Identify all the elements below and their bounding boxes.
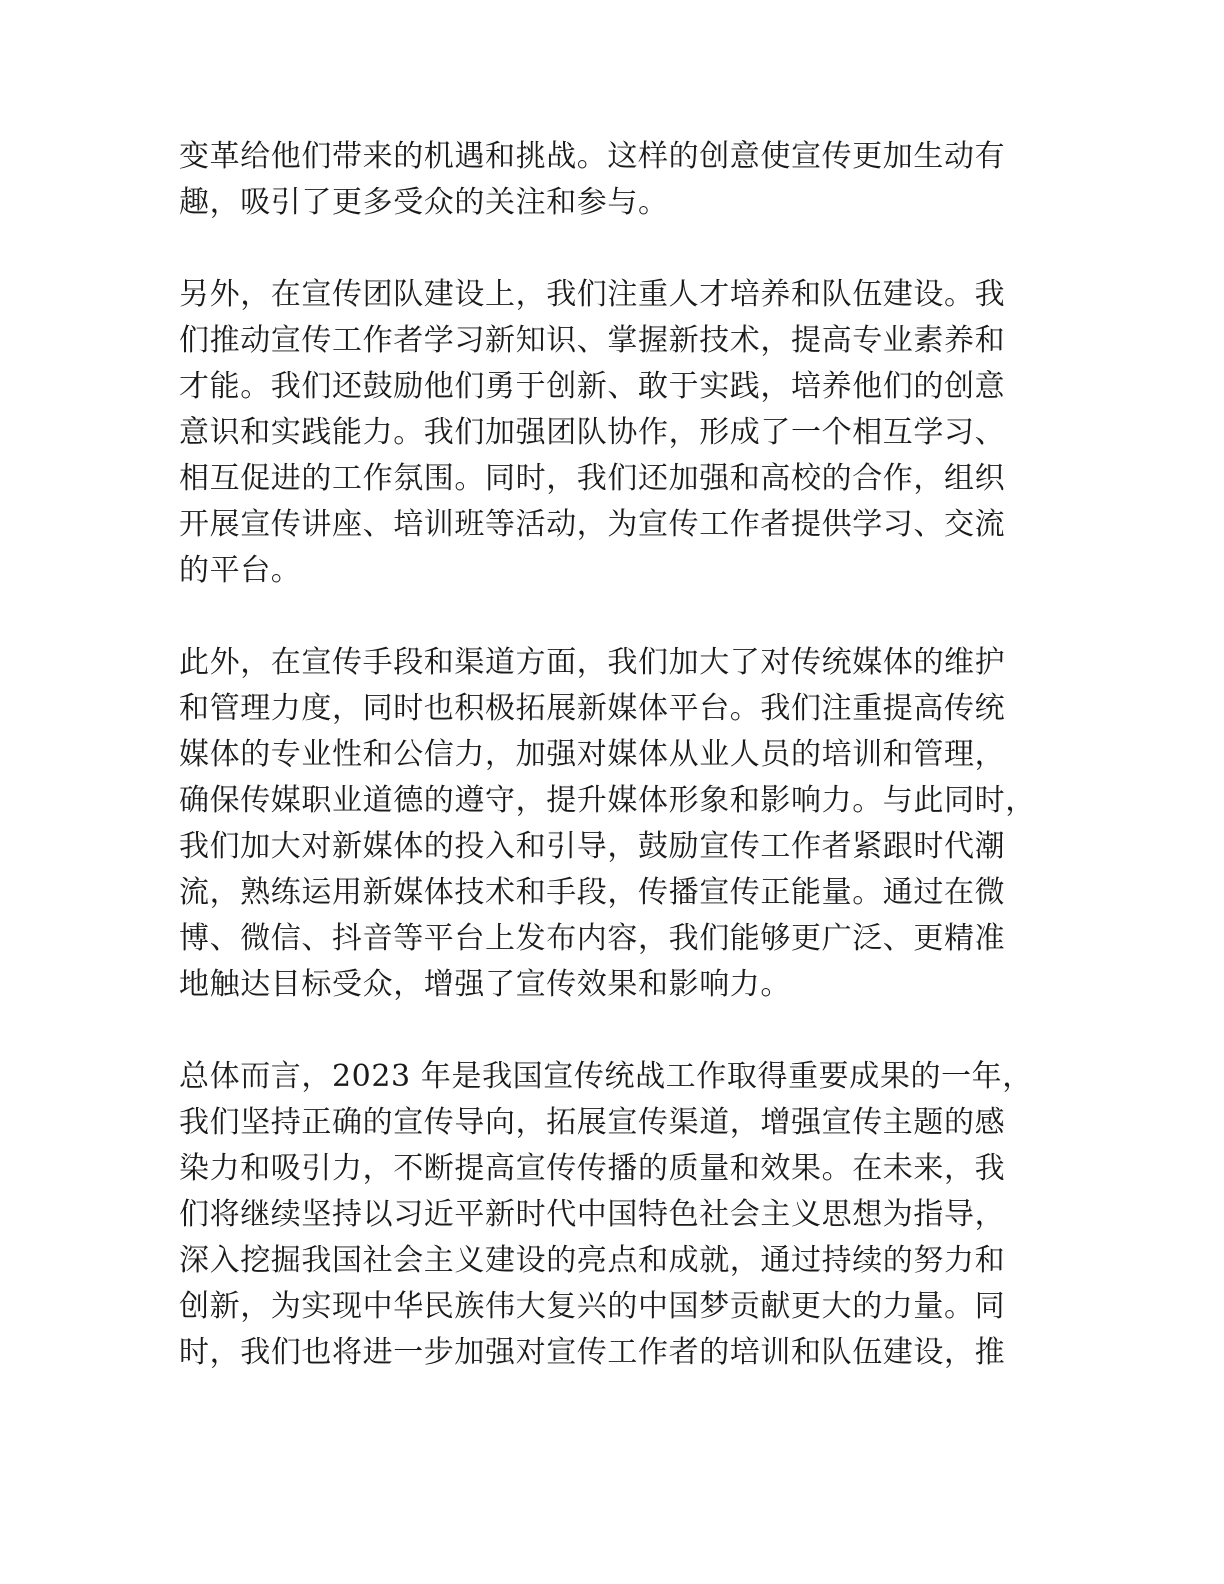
text-line: 博、微信、抖音等平台上发布内容，我们能够更广泛、更精准 — [179, 921, 1006, 956]
paragraph-creative-publicity-end — [179, 134, 1059, 226]
text-line: 的平台。 — [179, 553, 302, 588]
paragraph-summary-2023 — [179, 1054, 1059, 1376]
text-line: 和管理力度，同时也积极拓展新媒体平台。我们注重提高传统 — [179, 691, 1006, 726]
text-line: 我们加大对新媒体的投入和引导，鼓励宣传工作者紧跟时代潮 — [179, 829, 1006, 864]
text-line: 流，熟练运用新媒体技术和手段，传播宣传正能量。通过在微 — [179, 875, 1006, 910]
text-line: 确保传媒职业道德的遵守，提升媒体形象和影响力。与此同时， — [179, 783, 1036, 818]
text-line: 趣，吸引了更多受众的关注和参与。 — [179, 185, 669, 220]
text-line: 们推动宣传工作者学习新知识、掌握新技术，提高专业素养和 — [179, 323, 1006, 358]
text-line: 另外，在宣传团队建设上，我们注重人才培养和队伍建设。我 — [179, 277, 1006, 312]
document-body — [179, 134, 1059, 1422]
text-line: 媒体的专业性和公信力，加强对媒体从业人员的培训和管理， — [179, 737, 1006, 772]
text-line: 才能。我们还鼓励他们勇于创新、敢于实践，培养他们的创意 — [179, 369, 1006, 404]
text-line: 深入挖掘我国社会主义建设的亮点和成就，通过持续的努力和 — [179, 1243, 1006, 1278]
text-line: 染力和吸引力，不断提高宣传传播的质量和效果。在未来，我 — [179, 1151, 1006, 1186]
text-line: 我们坚持正确的宣传导向，拓展宣传渠道，增强宣传主题的感 — [179, 1105, 1006, 1140]
paragraph-media-channels — [179, 640, 1059, 1008]
text-line: 相互促进的工作氛围。同时，我们还加强和高校的合作，组织 — [179, 461, 1006, 496]
text-line: 时，我们也将进一步加强对宣传工作者的培训和队伍建设，推 — [179, 1335, 1006, 1370]
text-line: 此外，在宣传手段和渠道方面，我们加大了对传统媒体的维护 — [179, 645, 1006, 680]
text-line: 总体而言，2023 年是我国宣传统战工作取得重要成果的一年， — [179, 1059, 1033, 1094]
text-line: 意识和实践能力。我们加强团队协作，形成了一个相互学习、 — [179, 415, 1006, 450]
text-line: 开展宣传讲座、培训班等活动，为宣传工作者提供学习、交流 — [179, 507, 1006, 542]
text-line: 创新，为实现中华民族伟大复兴的中国梦贡献更大的力量。同 — [179, 1289, 1006, 1324]
text-line: 地触达目标受众，增强了宣传效果和影响力。 — [179, 967, 791, 1002]
text-line: 们将继续坚持以习近平新时代中国特色社会主义思想为指导， — [179, 1197, 1006, 1232]
text-line: 变革给他们带来的机遇和挑战。这样的创意使宣传更加生动有 — [179, 139, 1006, 174]
paragraph-team-building — [179, 272, 1059, 594]
